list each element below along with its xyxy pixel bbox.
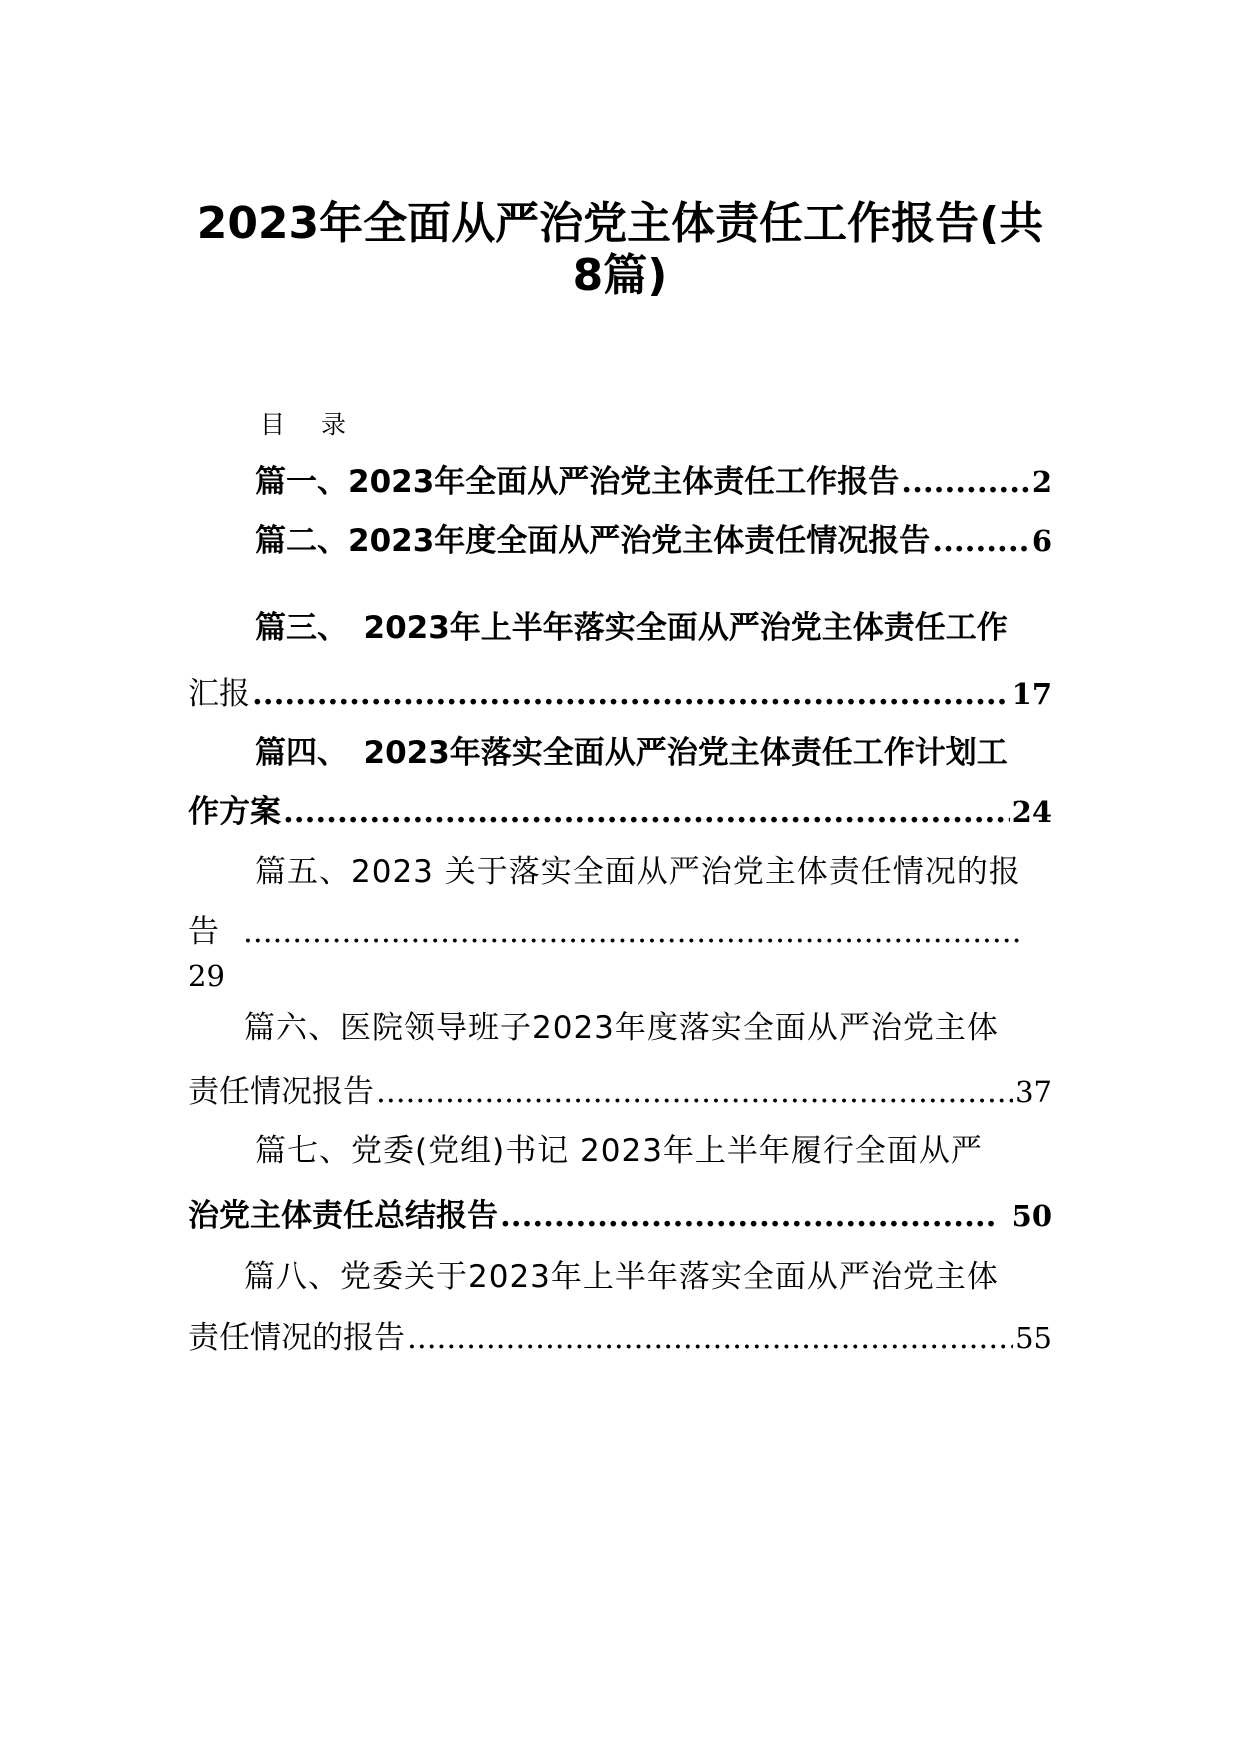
toc-leader-dots: [407, 1318, 1013, 1358]
toc-page-number: 29: [188, 959, 225, 993]
toc-entry-title: 篇一、2023年全面从严治党主体责任工作报告: [255, 464, 900, 500]
toc-entry-2[interactable]: [255, 521, 1052, 561]
toc-leader-dots: [376, 1072, 1013, 1112]
toc-leader-dots: [243, 912, 1022, 952]
toc-page-number: 6: [1031, 524, 1052, 558]
toc-heading: 目录: [260, 410, 383, 439]
toc-entry-title: 告: [188, 914, 219, 950]
toc-leader-dots: [500, 1196, 994, 1236]
toc-page-number: 2: [1031, 465, 1052, 499]
toc-entry-title: 汇报: [188, 676, 250, 712]
toc-page-number: 17: [1011, 677, 1052, 711]
toc-entry-title: 责任情况报告: [188, 1074, 374, 1110]
toc-entry-5[interactable]: [188, 912, 1024, 952]
toc-page-number: 37: [1015, 1075, 1052, 1109]
toc-page-number: 24: [1011, 795, 1052, 829]
toc-entry-8-first-line[interactable]: 篇八、党委关于2023年上半年落实全面从严治党主体: [244, 1259, 999, 1295]
toc-entry-title: 篇二、2023年度全面从严治党主体责任情况报告: [255, 523, 931, 559]
toc-entry-3[interactable]: [188, 674, 1052, 714]
toc-entry-6[interactable]: [188, 1072, 1052, 1112]
toc-entry-title: 作方案: [188, 794, 281, 830]
toc-entry-8[interactable]: [188, 1318, 1052, 1358]
toc-leader-dots: [283, 792, 1010, 832]
toc-page-number: 55: [1015, 1321, 1052, 1355]
document-title-line-1: 2023年全面从严治党主体责任工作报告(共: [196, 198, 1044, 249]
toc-entry-title: 责任情况的报告: [188, 1320, 405, 1356]
toc-leader-dots: [932, 521, 1030, 561]
toc-entry-6-first-line[interactable]: 篇六、医院领导班子2023年度落实全面从严治党主体: [244, 1010, 999, 1046]
toc-page-number: 50: [1011, 1199, 1052, 1233]
toc-entry-1[interactable]: [255, 462, 1052, 502]
toc-entry-4-first-line[interactable]: 篇四、 2023年落实全面从严治党主体责任工作计划工: [255, 735, 1008, 771]
toc-entry-3-first-line[interactable]: 篇三、 2023年上半年落实全面从严治党主体责任工作: [255, 610, 1008, 646]
toc-leader-dots: [252, 674, 1010, 714]
toc-entry-7[interactable]: [188, 1196, 1052, 1236]
toc-entry-title: 治党主体责任总结报告: [188, 1198, 498, 1234]
toc-entry-5-first-line[interactable]: 篇五、2023 关于落实全面从严治党主体责任情况的报: [255, 854, 1021, 890]
toc-leader-dots: [901, 462, 1030, 502]
document-title-line-2: 8篇): [572, 250, 668, 301]
toc-entry-7-first-line[interactable]: 篇七、党委(党组)书记 2023年上半年履行全面从严: [255, 1133, 983, 1169]
toc-entry-4[interactable]: [188, 792, 1052, 832]
